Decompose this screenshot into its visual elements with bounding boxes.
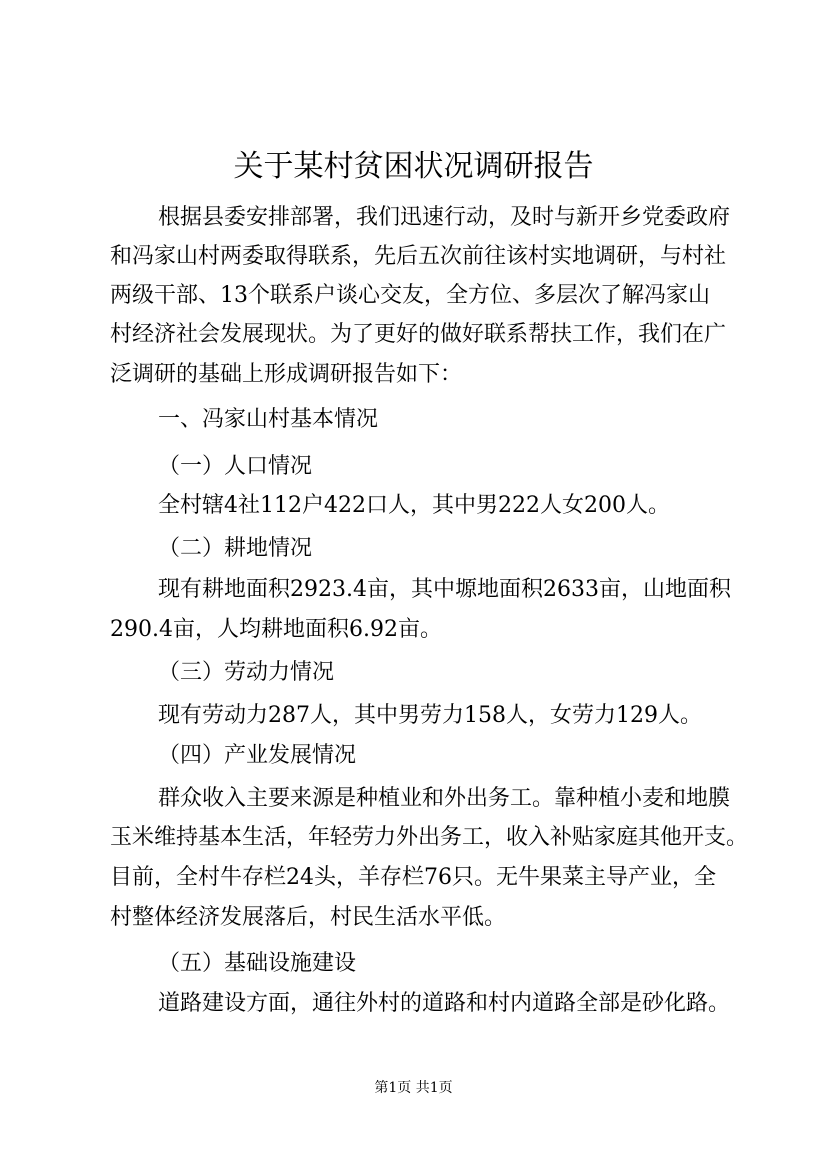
subsection-heading-farmland: （二）耕地情况 bbox=[158, 536, 313, 561]
page-footer: 第1页 共1页 bbox=[374, 1080, 453, 1096]
farmland-text-line-2: 290.4亩，人均耕地面积6.92亩。 bbox=[110, 617, 442, 642]
paragraph-intro-line-5: 泛调研的基础上形成调研报告如下： bbox=[110, 362, 463, 387]
paragraph-intro-line-2: 和冯家山村两委取得联系，先后五次前往该村实地调研，与村社 bbox=[110, 244, 727, 269]
subsection-heading-labor: （三）劳动力情况 bbox=[158, 660, 335, 685]
infrastructure-text: 道路建设方面，通往外村的道路和村内道路全部是砂化路。 bbox=[158, 991, 731, 1016]
industry-text-line-2: 玉米维持基本生活，年轻劳力外出务工，收入补贴家庭其他开支。 bbox=[110, 825, 749, 850]
labor-text: 现有劳动力287人，其中男劳力158人，女劳力129人。 bbox=[158, 703, 702, 728]
paragraph-intro-line-4: 村经济社会发展现状。为了更好的做好联系帮扶工作，我们在广 bbox=[110, 322, 727, 347]
paragraph-intro-line-1: 根据县委安排部署，我们迅速行动，及时与新开乡党委政府 bbox=[158, 205, 731, 230]
industry-text-line-4: 村整体经济发展落后，村民生活水平低。 bbox=[110, 905, 507, 930]
subsection-heading-infrastructure: （五）基础设施建设 bbox=[158, 951, 357, 976]
subsection-heading-industry: （四）产业发展情况 bbox=[158, 743, 357, 768]
industry-text-line-3: 目前，全村牛存栏24头，羊存栏76只。无牛果菜主导产业，全 bbox=[110, 865, 716, 890]
section-heading-basic-info: 一、冯家山村基本情况 bbox=[158, 407, 379, 432]
document-title: 关于某村贫困状况调研报告 bbox=[233, 149, 594, 184]
farmland-text-line-1: 现有耕地面积2923.4亩，其中塬地面积2633亩，山地面积 bbox=[158, 577, 731, 602]
paragraph-intro-line-3: 两级干部、13个联系户谈心交友，全方位、多层次了解冯家山 bbox=[110, 283, 710, 308]
population-text: 全村辖4社112户422口人，其中男222人女200人。 bbox=[158, 493, 670, 518]
industry-text-line-1: 群众收入主要来源是种植业和外出务工。靠种植小麦和地膜 bbox=[158, 786, 731, 811]
subsection-heading-population: （一）人口情况 bbox=[158, 454, 313, 479]
